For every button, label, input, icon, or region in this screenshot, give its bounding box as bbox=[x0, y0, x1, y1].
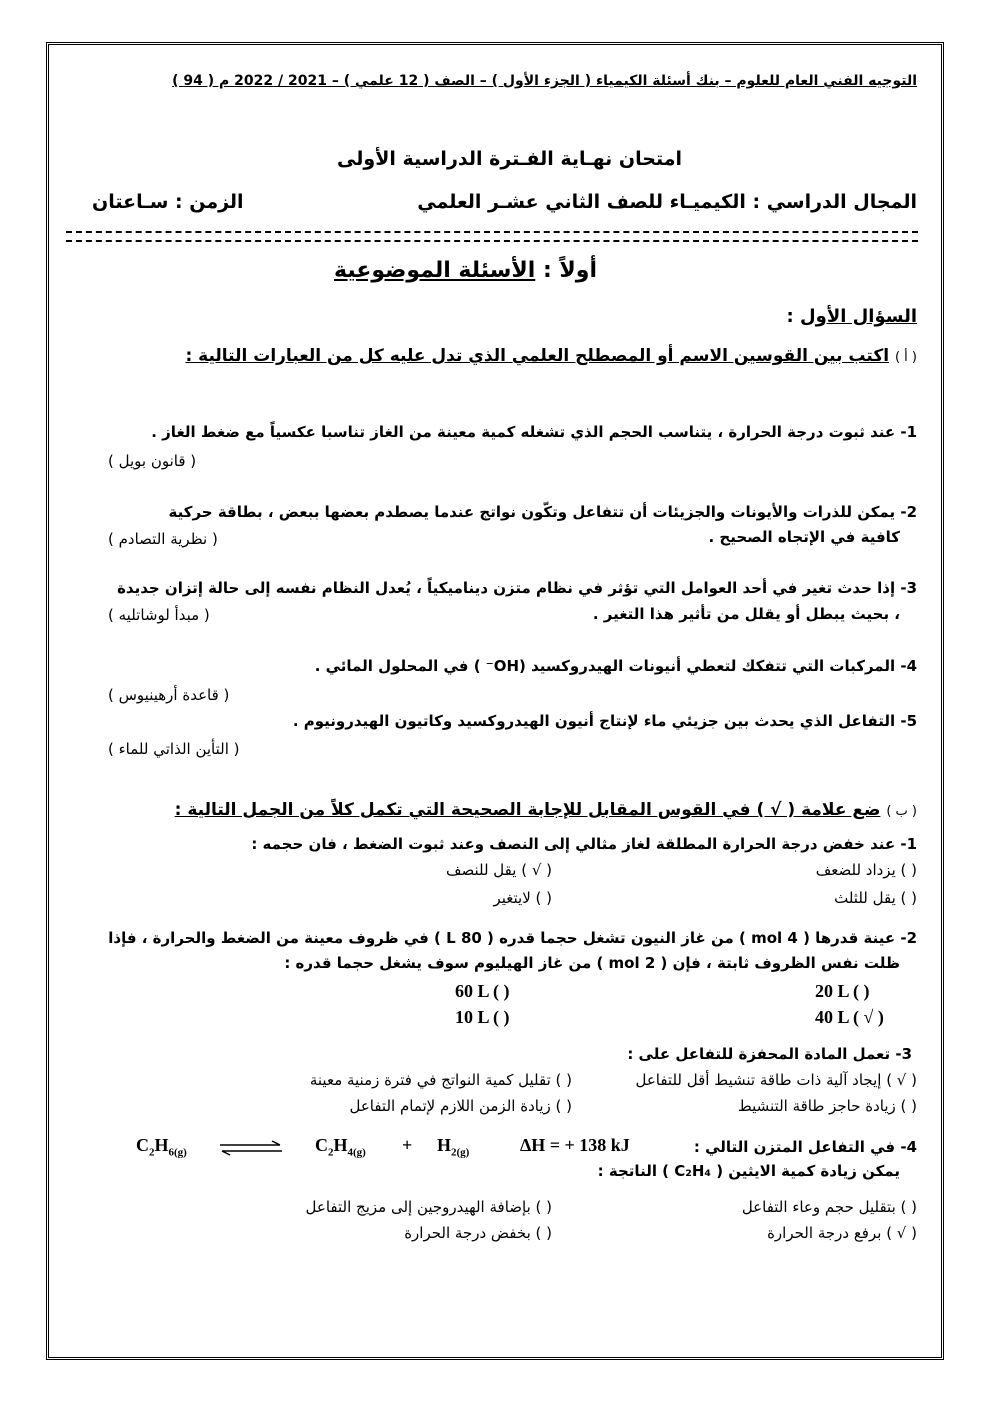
part-b-q1-stem: 1- عند خفض درجة الحرارة المطلقة لغاز مثالي إلى النصف وعند ثبوت الضغط ، فان حجمه : bbox=[251, 835, 917, 853]
part-a-heading: ( أ ) اكتب بين القوسين الاسم أو المصطلح العلمي الذي تدل عليه كل من العبارات التالية : bbox=[185, 346, 917, 366]
part-a-answer-5: ( التأين الذاتي للماء ) bbox=[108, 740, 240, 758]
subject-line: المجال الدراسي : الكيميـاء للصف الثاني عشـر العلمي bbox=[417, 191, 917, 213]
part-b-q3-option-2[interactable]: ( ) تقليل كمية النواتج في فترة زمنية معينة bbox=[309, 1071, 572, 1089]
part-a-item-1: 1- عند ثبوت درجة الحرارة ، يتناسب الحجم الذي تشغله كمية معينة من الغاز تناسبا عكسياً مع ضغط الغاز . bbox=[151, 423, 917, 441]
separator bbox=[66, 231, 918, 242]
part-a-item-3: 3- إذا حدث تغير في أحد العوامل التي تؤثر في نظام متزن ديناميكياً ، يُعدل النظام نفسه إلى حالة إتزان جديدة bbox=[117, 579, 917, 597]
part-a-item-2-cont: كافية في الإتجاه الصحيح . bbox=[708, 528, 900, 546]
equilibrium-arrow-icon bbox=[218, 1140, 284, 1156]
part-a-answer-2: ( نظرية التصادم ) bbox=[108, 530, 218, 548]
reactant-ethane: $C_2H_{6(g)}$ bbox=[136, 1135, 187, 1159]
product-ethene: $C_2H_{4(g)}$ bbox=[315, 1135, 366, 1159]
part-b-q1-option-2[interactable]: ( √ ) يقل للنصف bbox=[445, 861, 552, 879]
part-a-item-2: 2- يمكن للذرات والأيونات والجزيئات أن تتفاعل وتكّون نواتج عندما يصطدم بعضها ببعض ، بطاقة حركية bbox=[168, 503, 917, 521]
part-b-q4-stem-cont: يمكن زيادة كمية الايثين ( C₂H₄ ) الناتجة : bbox=[597, 1162, 900, 1180]
part-b-heading: ( ب ) ضع علامة ( √ ) في القوس المقابل للإجابة الصحيحة التي تكمل كلاً من الجمل التالية : bbox=[174, 800, 917, 820]
part-b-q3-stem: 3- تعمل المادة المحفزة للتفاعل على : bbox=[627, 1045, 912, 1063]
plus-sign: + bbox=[402, 1135, 413, 1155]
part-b-q3-option-3[interactable]: ( ) زيادة حاجز طاقة التنشيط bbox=[737, 1097, 917, 1115]
part-a-answer-4: ( قاعدة أرهينيوس ) bbox=[108, 686, 230, 704]
part-b-q1-option-3[interactable]: ( ) يقل للثلث bbox=[834, 889, 917, 907]
section-title-text: الأسئلة الموضوعية bbox=[334, 258, 536, 283]
part-b-q3-option-4[interactable]: ( ) زيادة الزمن اللازم لإتمام التفاعل bbox=[349, 1097, 572, 1115]
part-a-answer-3: ( مبدأ لوشاتليه ) bbox=[108, 606, 210, 624]
part-b-q1-option-1[interactable]: ( ) يزداد للضعف bbox=[815, 861, 917, 879]
part-b-q2-option-1[interactable]: 20 L ( ) bbox=[815, 981, 870, 1001]
delta-h-value: ΔH = + 138 kJ bbox=[520, 1135, 630, 1155]
part-b-q2-option-2[interactable]: 60 L ( ) bbox=[455, 981, 510, 1001]
part-b-q4-stem: 4- في التفاعل المتزن التالي : bbox=[693, 1138, 917, 1156]
section-title-prefix: أولاً : bbox=[542, 258, 597, 283]
section-title bbox=[334, 258, 597, 283]
page-header: التوجيه الفني العام للعلوم – بنك أسئلة الكيمياء ( الجزء الأول ) – الصف ( 12 علمي ) – 2021 / 2022 م ( 94 ) bbox=[172, 73, 917, 89]
part-a-item-5: 5- التفاعل الذي يحدث بين جزيئي ماء لإنتاج أنيون الهيدروكسيد وكاتيون الهيدرونيوم . bbox=[292, 712, 917, 730]
part-b-q2-option-3[interactable]: 40 L ( √ ) bbox=[815, 1007, 884, 1027]
time-line: الزمن : سـاعتان bbox=[92, 191, 244, 213]
part-b-q4-option-2[interactable]: ( ) بإضافة الهيدروجين إلى مزيج التفاعل bbox=[305, 1198, 552, 1216]
part-a-item-3-cont: ، بحيث يبطل أو يقلل من تأثير هذا التغير . bbox=[592, 605, 900, 623]
part-b-q2-option-4[interactable]: 10 L ( ) bbox=[455, 1007, 510, 1027]
part-b-q3-option-1[interactable]: ( √ ) إيجاد آلية ذات طاقة تنشيط أقل للتفاعل bbox=[635, 1071, 917, 1089]
part-b-q2-stem: 2- عينة قدرها ( 4 mol ) من غاز النيون تشغل حجما قدره ( 80 L ) في ظروف معينة من الضغط والحرارة ، فإذا bbox=[108, 929, 917, 947]
part-a-answer-1: ( قانون بويل ) bbox=[108, 452, 197, 470]
exam-title: امتحان نهـاية الفـترة الدراسية الأولى bbox=[337, 148, 682, 170]
question-1-heading: السؤال الأول : bbox=[786, 306, 917, 327]
product-hydrogen: $H_{2(g)}$ bbox=[437, 1135, 470, 1159]
part-b-q4-option-3[interactable]: ( √ ) برفع درجة الحرارة bbox=[767, 1224, 917, 1242]
part-b-q4-option-1[interactable]: ( ) بتقليل حجم وعاء التفاعل bbox=[741, 1198, 917, 1216]
part-b-q2-stem-cont: ظلت نفس الظروف ثابتة ، فإن ( 2 mol ) من غاز الهيليوم سوف يشغل حجما قدره : bbox=[284, 954, 900, 972]
part-b-q4-option-4[interactable]: ( ) بخفض درجة الحرارة bbox=[404, 1224, 552, 1242]
part-a-item-4: 4- المركبات التي تتفكك لتعطي أنيونات الهيدروكسيد (OH⁻ ) في المحلول المائي . bbox=[314, 657, 917, 675]
part-b-q1-option-4[interactable]: ( ) لايتغير bbox=[493, 889, 552, 907]
